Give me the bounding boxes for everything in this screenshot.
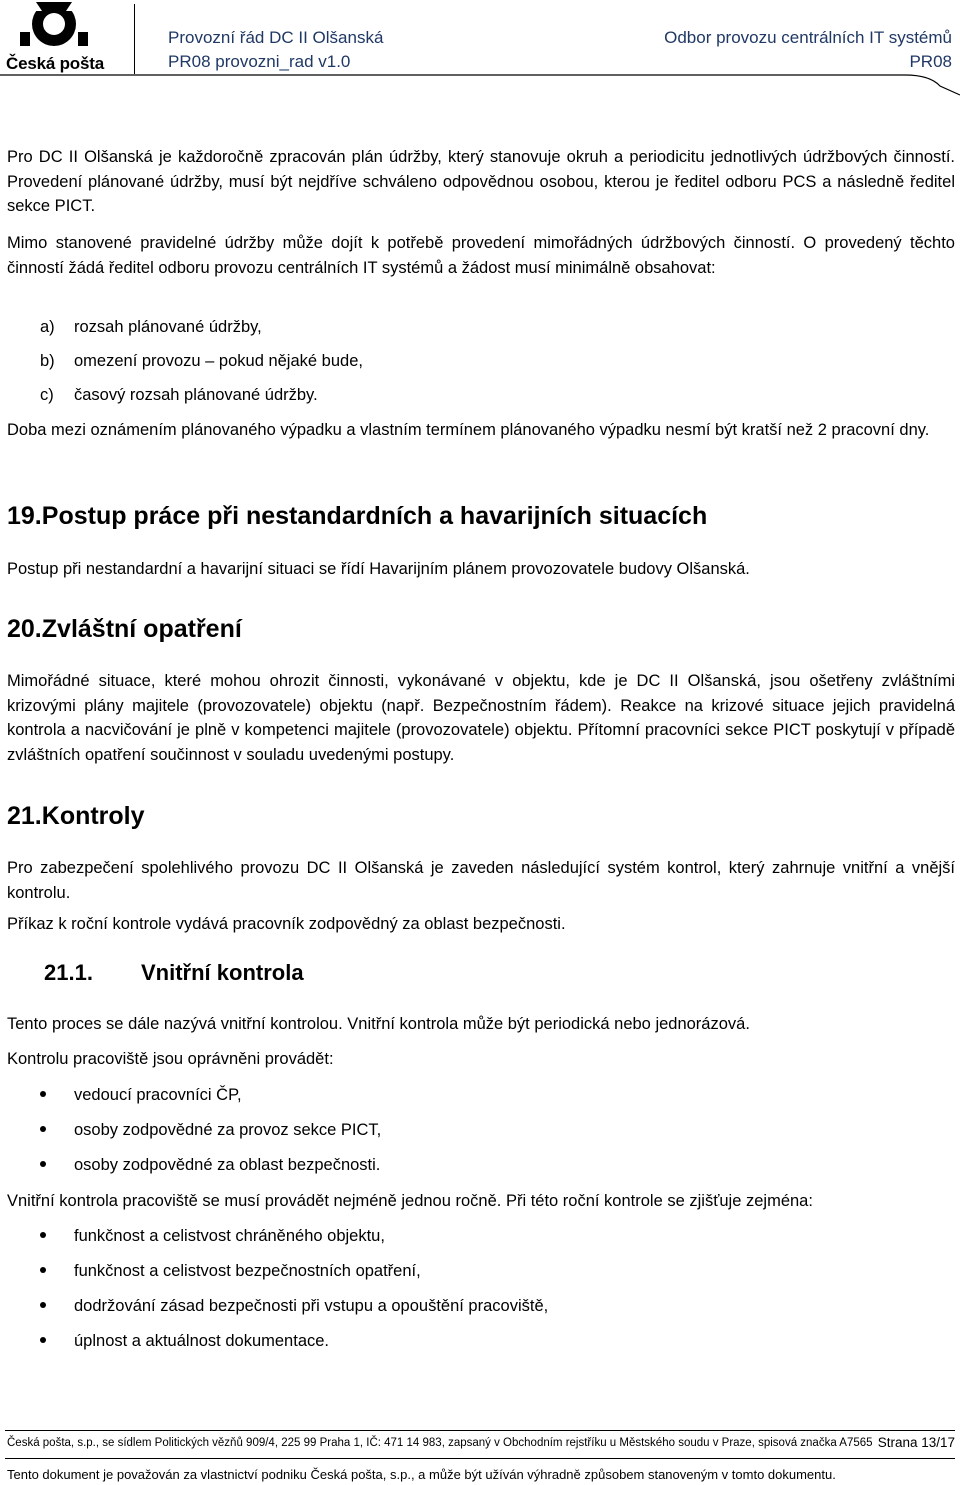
doc-id: PR08 provozni_rad v1.0 [168,52,351,71]
header-right [664,26,952,74]
list-item: vedoucí pracovníci ČP, [40,1083,242,1107]
bullet-icon [40,1267,46,1273]
paragraph: Mimo stanovené pravidelné údržby může dojít k potřebě provedení mimořádných údržbových činností. O provedený těchto činností žádá ředitel odboru provozu centrálních IT systémů a žádost musí minimálně obsahovat: [7,234,955,277]
page-header [0,0,960,95]
bullet-icon [40,1161,46,1167]
page-number: Strana 13/17 [877,1435,955,1450]
list-item: funkčnost a celistvost bezpečnostních opatření, [40,1259,421,1283]
header-divider [134,4,135,74]
paragraph: Pro zabezpečení spolehlivého provozu DC II Olšanská je zaveden následující systém kontrol, který zahrnuje vnitřní a vnější kontrolu. [7,859,955,902]
header-rule [0,74,960,96]
doc-title: Provozní řád DC II Olšanská [168,28,384,47]
section-heading-19: 19.Postup práce při nestandardních a havarijních situacích [7,502,708,530]
section-heading-21: 21.Kontroly [7,802,145,830]
bullet-icon [40,1091,46,1097]
paragraph: Doba mezi oznámením plánovaného výpadku a vlastním termínem plánovaného výpadku nesmí být kratší než 2 pracovní dny. [7,421,930,439]
list-item: a) rozsah plánované údržby, [40,318,262,336]
logo-text: Česká pošta [6,54,104,73]
footer-rule [5,1458,955,1459]
paragraph: Mimořádné situace, které mohou ohrozit činnosti, vykonávané v objektu, kde je DC II Olšanská, jsou ošetřeny zvláštními krizovými plány majitele (provozovatele) objektu (např. Bezpečnostním řádem). Reakce na krizové situace jejich pravidelná kontrola a nacvičování je plně v kompetenci majitele (provozovatele) objektu. Přítomní pracovníci sekce PICT poskytují v případě zvláštních opatření součinnost v souladu uvedenými postupy. [7,672,955,764]
footer-notice: Tento dokument je považován za vlastnictví podniku Česká pošta, s.p., a může být užíván výhradně způsobem stanoveným v tomto dokumentu. [7,1467,836,1482]
paragraph: Postup při nestandardní a havarijní situaci se řídí Havarijním plánem provozovatele budovy Olšanská. [7,560,750,578]
post-horn-icon [6,2,102,54]
bullet-icon [40,1302,46,1308]
paragraph: Kontrolu pracoviště jsou oprávněni provádět: [7,1050,334,1068]
footer-company: Česká pošta, s.p., se sídlem Politických vězňů 909/4, 225 99 Praha 1, IČ: 471 14 983, zapsaný v Obchodním rejstříku u Městského soudu v Praze, spisová značka A7565 [7,1437,873,1449]
ceska-posta-logo [6,2,106,74]
bullet-icon [40,1232,46,1238]
bullet-icon [40,1126,46,1132]
list-item: dodržování zásad bezpečnosti při vstupu a opouštění pracoviště, [40,1294,548,1318]
list-item: osoby zodpovědné za oblast bezpečnosti. [40,1153,380,1177]
paragraph: Pro DC II Olšanská je každoročně zpracován plán údržby, který stanovuje okruh a periodicitu jednotlivých údržbových činností. Provedení plánované údržby, musí být nejdříve schváleno odpovědnou osobou, kterou je ředitel odboru PCS a následně ředitel sekce PICT. [7,148,955,215]
list-item: osoby zodpovědné za provoz sekce PICT, [40,1118,381,1142]
bullet-icon [40,1337,46,1343]
list-item: funkčnost a celistvost chráněného objektu, [40,1224,385,1248]
subsection-heading-21-1: 21.1. Vnitřní kontrola [44,960,304,985]
list-item: c) časový rozsah plánované údržby. [40,386,318,404]
list-item: úplnost a aktuálnost dokumentace. [40,1329,329,1353]
doc-code: PR08 [909,52,952,71]
paragraph: Příkaz k roční kontrole vydává pracovník zodpovědný za oblast bezpečnosti. [7,915,566,933]
header-left [168,26,383,74]
paragraph: Tento proces se dále nazývá vnitřní kontrolou. Vnitřní kontrola může být periodická nebo jednorázová. [7,1015,750,1033]
footer-rule [5,1430,955,1431]
department: Odbor provozu centrálních IT systémů [664,28,952,47]
list-item: b) omezení provozu – pokud nějaké bude, [40,352,363,370]
paragraph: Vnitřní kontrola pracoviště se musí provádět nejméně jednou ročně. Při této roční kontrole se zjišťuje zejména: [7,1192,813,1210]
section-heading-20: 20.Zvláštní opatření [7,615,242,643]
